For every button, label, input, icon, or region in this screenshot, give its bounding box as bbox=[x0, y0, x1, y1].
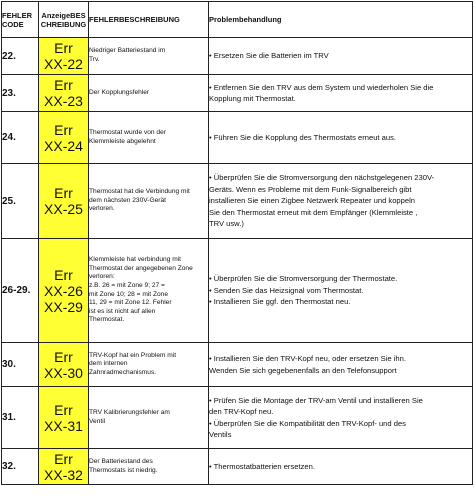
description-line: TRV Kalibrierungsfehler am bbox=[89, 408, 170, 416]
error-code-cell: 31. bbox=[2, 387, 39, 449]
description-cell bbox=[89, 343, 209, 387]
table-row bbox=[2, 449, 473, 485]
description-line: Thermostat. bbox=[89, 316, 125, 324]
header-row bbox=[2, 2, 473, 38]
solution-cell bbox=[209, 75, 473, 112]
description-line: Thermostat wurde von der bbox=[89, 128, 166, 136]
solution-line: • Prüfen Sie die Montage der TRV-am Ventil und installieren Sie bbox=[209, 395, 423, 405]
display-code-cell bbox=[39, 112, 89, 164]
header-error-description: FEHLERBESCHREIBUNG bbox=[89, 2, 209, 38]
display-err: Err bbox=[54, 348, 73, 365]
description-cell bbox=[89, 75, 209, 112]
description-line: Klemmleiste abgelehnt bbox=[89, 137, 156, 145]
error-code-cell: 22. bbox=[2, 38, 39, 75]
description-line: ist es ist nicht auf allen bbox=[89, 307, 156, 315]
description-line: Zahnradmechanismus. bbox=[89, 368, 157, 376]
display-code: XX-30 bbox=[44, 364, 83, 381]
description-line: Thermostat hat die Verbindung mit bbox=[89, 188, 190, 196]
display-code: XX-32 bbox=[44, 466, 83, 483]
description-line: Niedriger Batteriestand im bbox=[89, 47, 166, 55]
description-cell bbox=[89, 449, 209, 485]
solution-line: • Überprüfen Sie die Stromversorgung den nächstgelegenen 230V- bbox=[209, 173, 435, 183]
description-cell bbox=[89, 164, 209, 239]
solution-cell bbox=[209, 343, 473, 387]
header-troubleshooting: Problembehandlung bbox=[209, 2, 473, 38]
display-err: Err bbox=[54, 185, 73, 201]
display-err: Err bbox=[54, 401, 73, 418]
solution-line: • Thermostatbatterien ersetzen. bbox=[209, 461, 315, 471]
display-code: XX-26 bbox=[44, 282, 83, 299]
header-display-line-2: CHREIBUNG bbox=[40, 19, 87, 29]
solution-line: installieren Sie einen Zigbee Netzwerk Repeater und koppeln bbox=[209, 196, 415, 206]
display-code-cell bbox=[39, 239, 89, 343]
display-code: XX-22 bbox=[44, 56, 83, 72]
solution-line: • Senden Sie das Heizsignal vom Thermostat. bbox=[209, 285, 364, 295]
error-code-cell: 24. bbox=[2, 112, 39, 164]
solution-cell bbox=[209, 38, 473, 75]
display-err: Err bbox=[54, 266, 73, 283]
display-code-cell bbox=[39, 387, 89, 449]
error-code-cell: 25. bbox=[2, 164, 39, 239]
display-code-cell bbox=[39, 38, 89, 75]
display-code: XX-25 bbox=[44, 201, 83, 217]
solution-cell bbox=[209, 112, 473, 164]
description-line: Ventil bbox=[89, 417, 106, 425]
header-display-description bbox=[39, 2, 89, 38]
solution-cell bbox=[209, 164, 473, 239]
description-cell bbox=[89, 112, 209, 164]
solution-line: • Installieren Sie den TRV-Kopf neu, oder ersetzen Sie ihn. bbox=[209, 354, 406, 364]
header-code-line-1: FEHLER bbox=[2, 10, 32, 20]
error-code-table bbox=[1, 1, 473, 485]
display-err: Err bbox=[54, 450, 73, 467]
display-err: Err bbox=[54, 121, 73, 138]
table-row bbox=[2, 75, 473, 112]
error-code-cell: 23. bbox=[2, 75, 39, 112]
display-code: XX-24 bbox=[44, 137, 83, 154]
description-line: Der Batteriestand des bbox=[89, 457, 153, 465]
solution-line: Wenden Sie sich gegebenenfalls an den Telefonsupport bbox=[209, 365, 397, 375]
description-line: verloren. bbox=[89, 205, 115, 213]
display-err: Err bbox=[54, 40, 73, 56]
solution-line: Kopplung mit Thermostat. bbox=[209, 94, 296, 103]
display-code-cell bbox=[39, 164, 89, 239]
solution-line: TRV usw.) bbox=[209, 219, 244, 229]
table-row bbox=[2, 239, 473, 343]
solution-line: • Entfernen Sie den TRV aus dem System und wiederholen Sie die bbox=[209, 82, 434, 92]
solution-cell bbox=[209, 387, 473, 449]
description-line: Thermostats ist niedrig. bbox=[89, 466, 158, 474]
description-line: Der Kopplungsfehler bbox=[89, 88, 150, 96]
display-code-cell bbox=[39, 75, 89, 112]
solution-line: • Ersetzen Sie die Batterien im TRV bbox=[209, 51, 329, 61]
solution-line: den TRV-Kopf neu. bbox=[209, 407, 274, 417]
display-code-cell bbox=[39, 449, 89, 485]
header-error-code bbox=[2, 2, 39, 38]
solution-line: Ventils bbox=[209, 429, 232, 439]
description-line: TRV-Kopf hat ein Problem mit bbox=[89, 351, 177, 359]
display-code: XX-31 bbox=[44, 417, 83, 434]
description-cell bbox=[89, 38, 209, 75]
solution-line: Geräts. Wenn es Probleme mit dem Funk-Signalbereich gibt bbox=[209, 184, 412, 194]
description-line: dem nächsten 230V-Gerät bbox=[89, 196, 166, 204]
solution-line: Sie den Thermostat erneut mit dem Empfänger (Klemmleiste , bbox=[209, 207, 418, 217]
solution-cell bbox=[209, 449, 473, 485]
table-row bbox=[2, 112, 473, 164]
error-code-cell: 30. bbox=[2, 343, 39, 387]
solution-line: • Überprüfen Sie die Kompatibilität den TRV-Kopf- und des bbox=[209, 418, 406, 428]
description-cell bbox=[89, 239, 209, 343]
table-row bbox=[2, 387, 473, 449]
error-code-cell: 26-29. bbox=[2, 239, 39, 343]
table-row bbox=[2, 343, 473, 387]
description-line: z.B. 26 = mit Zone 9; 27 = bbox=[89, 281, 165, 289]
solution-line: • Überprüfen Sie die Stromversorgung der Thermostate. bbox=[209, 274, 398, 284]
description-cell bbox=[89, 387, 209, 449]
description-line: 11, 29 = mit Zone 12. Fehler bbox=[89, 299, 172, 307]
display-code-cell bbox=[39, 343, 89, 387]
description-line: Klemmleiste hat verbindung mit bbox=[89, 256, 181, 264]
solution-cell bbox=[209, 239, 473, 343]
error-code-cell: 32. bbox=[2, 449, 39, 485]
description-line: verloren: bbox=[89, 273, 115, 281]
description-line: mit Zone 10; 28 = mit Zone bbox=[89, 290, 168, 298]
table-row bbox=[2, 164, 473, 239]
header-display-line-1: AnzeigeBES bbox=[41, 10, 86, 20]
description-line: dem internen bbox=[89, 360, 128, 368]
display-code: XX-23 bbox=[44, 93, 83, 109]
display-code: XX-29 bbox=[44, 298, 83, 315]
solution-line: • Führen Sie die Kopplung des Thermostats erneut aus. bbox=[209, 132, 396, 142]
display-err: Err bbox=[54, 77, 73, 93]
header-code-line-2: CODE bbox=[2, 19, 24, 29]
description-line: Thermostat der angegebenen Zone bbox=[89, 264, 193, 272]
description-line: Trv. bbox=[89, 56, 100, 63]
solution-line: • Installieren Sie ggf. den Thermostat neu. bbox=[209, 297, 351, 307]
table-row bbox=[2, 38, 473, 75]
